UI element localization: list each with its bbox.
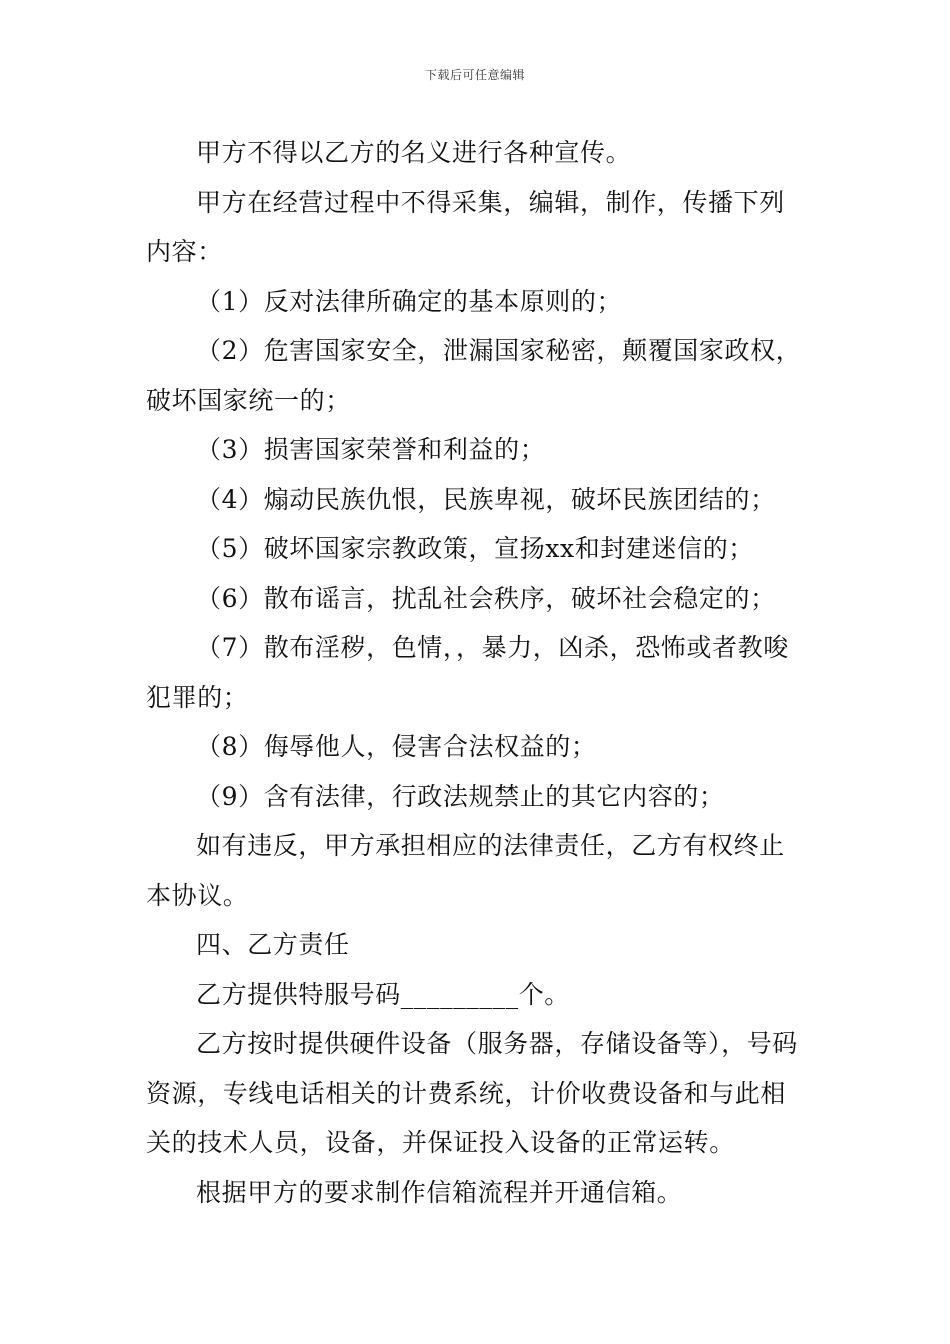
list-item-2: （2）危害国家安全，泄漏国家秘密，颠覆国家政权，破坏国家统一的； bbox=[146, 336, 802, 415]
list-item-1: （1）反对法律所确定的基本原则的； bbox=[196, 286, 623, 316]
paragraph-service-number: 乙方提供特服号码_________个。 bbox=[196, 979, 570, 1009]
paragraph-no-promotion: 甲方不得以乙方的名义进行各种宣传。 bbox=[196, 138, 632, 167]
list-item-8: （8）侮辱他人，侵害合法权益的； bbox=[196, 732, 597, 761]
paragraph-prohibited-content-intro: 甲方在经营过程中不得采集，编辑，制作，传播下列内容： bbox=[146, 187, 785, 266]
paragraph-mailbox: 根据甲方的要求制作信箱流程并开通信箱。 bbox=[196, 1177, 683, 1207]
list-item-4: （4）煽动民族仇恨，民族卑视，破坏民族团结的； bbox=[196, 484, 776, 514]
paragraph-hardware: 乙方按时提供硬件设备（服务器，存储设备等），号码资源，专线电话相关的计费系统，计价收费设备和与此相关的技术人员，设备，并保证投入设备的正常运转。 bbox=[146, 1029, 798, 1157]
list-item-3: （3）损害国家荣誉和利益的； bbox=[196, 435, 546, 464]
list-item-7: （7）散布淫秽，色情，，暴力，凶杀，恐怖或者教唆犯罪的； bbox=[146, 633, 789, 712]
list-item-9: （9）含有法律，行政法规禁止的其它内容的； bbox=[196, 781, 725, 811]
document-body bbox=[146, 128, 808, 1217]
section-heading-party-b: 四、乙方责任 bbox=[196, 930, 350, 959]
list-item-6: （6）散布谣言，扰乱社会秩序，破坏社会稳定的； bbox=[196, 583, 776, 613]
page-header: 下载后可任意编辑 bbox=[424, 68, 525, 82]
list-item-5: （5）破坏国家宗教政策，宣扬xx和封建迷信的； bbox=[196, 534, 754, 563]
paragraph-liability: 如有违反，甲方承担相应的法律责任，乙方有权终止本协议。 bbox=[146, 831, 785, 910]
